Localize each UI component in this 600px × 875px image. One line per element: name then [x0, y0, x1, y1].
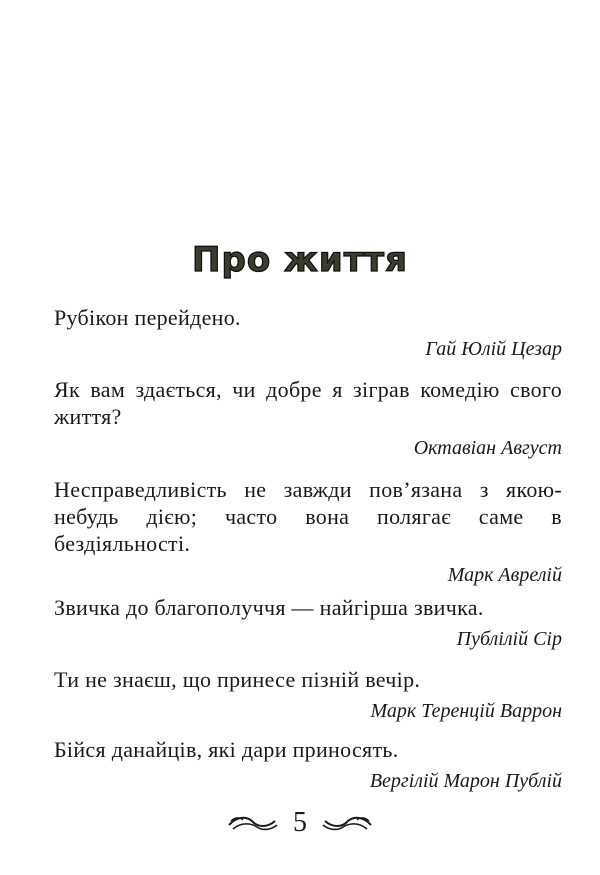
quote-item [54, 476, 562, 588]
quote-item [54, 304, 562, 362]
quote-author: Марк Теренцій Варрон [370, 700, 562, 722]
quote-text: Бійся данайців, які дари приносять. [54, 737, 399, 762]
quote-text: Несправедливість не завжди пов’язана з якою-небудь дією; часто вона полягає саме в бездіяльності. [54, 477, 562, 556]
quote-text: Рубікон перейдено. [54, 305, 241, 330]
quote-item [54, 736, 562, 794]
page-footer [0, 805, 600, 841]
left-swirl-ornament-icon [227, 812, 279, 834]
quote-text: Як вам здається, чи добре я зіграв комедію свого життя? [54, 377, 562, 429]
quote-author: Марк Аврелій [447, 564, 562, 586]
quote-text: Звичка до благополуччя — найгірша звичка. [54, 595, 484, 620]
right-swirl-ornament-icon [321, 812, 373, 834]
quote-author: Публілій Сір [456, 628, 562, 650]
page-number: 5 [293, 807, 307, 838]
quote-item [54, 594, 562, 652]
quote-author: Октавіан Август [413, 437, 562, 459]
quote-item [54, 666, 562, 724]
quote-author: Вергілій Марон Публій [369, 770, 562, 792]
quote-author: Гай Юлій Цезар [425, 338, 562, 360]
quote-item [54, 376, 562, 461]
quote-text: Ти не знаєш, що принесе пізній вечір. [54, 667, 421, 692]
page-title: Про життя [192, 240, 408, 280]
